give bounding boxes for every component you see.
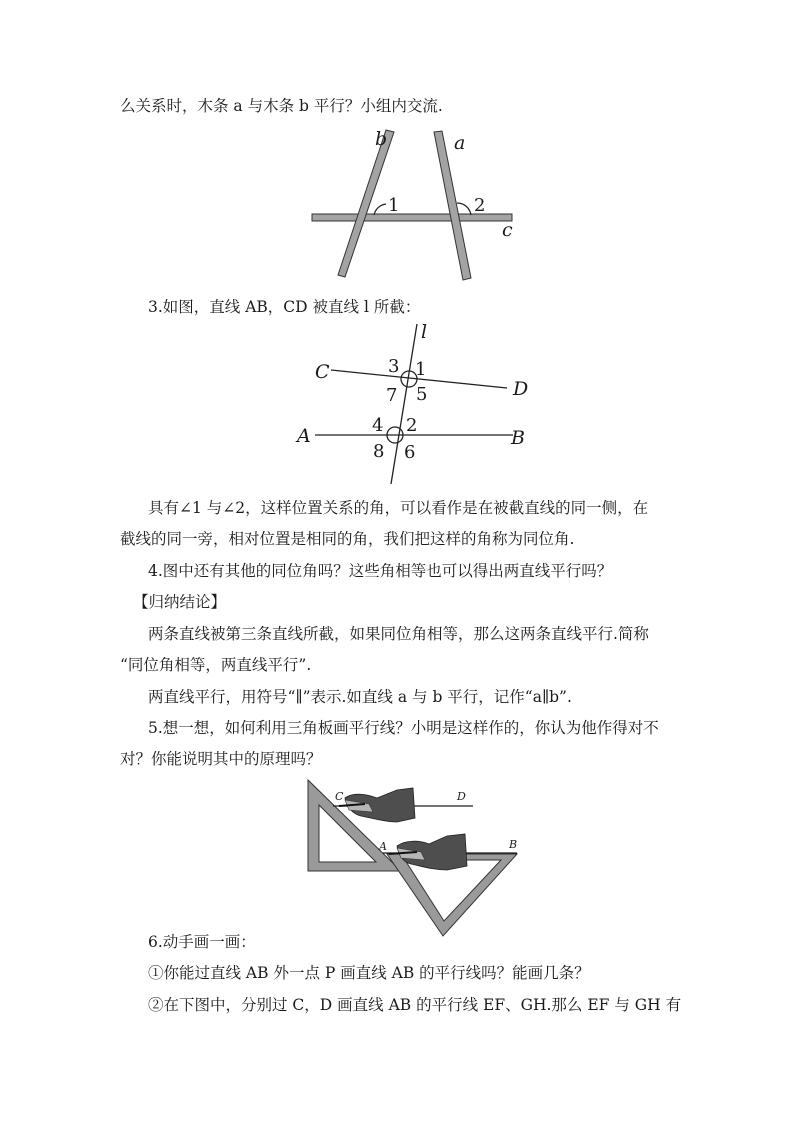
question-6: 6.动手画一画： [148,933,256,951]
summary-line-3: 两直线平行，用符号“∥”表示.如直线 a 与 b 平行，记作“a∥b”. [148,688,572,706]
angle-label-6: 6 [404,442,416,463]
transversal-figure [295,318,545,488]
angle-label-5: 5 [416,384,428,405]
question-3: 3.如图，直线 AB，CD 被直线 l 所截： [148,298,421,316]
label-D: D [513,378,529,400]
definition-line-2: 截线的同一旁，相对位置是相同的角，我们把这样的角称为同位角. [120,530,575,548]
label-l: l [421,321,428,343]
angle-2-arc [457,203,471,215]
label-angle-2: 2 [474,195,486,216]
angle-label-3: 3 [388,356,400,377]
label-A: A [297,425,311,447]
angle-label-2: 2 [406,415,418,436]
angle-label-4: 4 [372,415,384,436]
angle-label-1: 1 [415,359,427,380]
label-B: B [509,838,518,851]
summary-line-1: 两条直线被第三条直线所截，如果同位角相等，那么这两条直线平行.简称 [148,625,649,643]
question-5-line-1: 5.想一想，如何利用三角板画平行线？小明是这样作的，你认为他作得对不 [148,719,659,737]
label-c: c [502,219,513,241]
label-C: C [315,361,330,383]
summary-heading: 【归纳结论】 [133,593,227,611]
angle-label-8: 8 [373,441,385,462]
definition-line-1: 具有∠1 与∠2，这样位置关系的角，可以看作是在被截直线的同一侧，在 [148,499,649,517]
label-A: A [379,840,387,853]
label-B: B [511,427,525,449]
question-4: 4.图中还有其他的同位角吗？这些角相等也可以得出两直线平行吗？ [148,562,613,580]
question-6-part-1: ①你能过直线 AB 外一点 P 画直线 AB 的平行线吗？能画几条？ [148,964,590,982]
text-line-1: 么关系时，木条 a 与木条 b 平行？小组内交流. [120,97,443,115]
summary-line-2: “同位角相等，两直线平行”. [120,656,312,674]
question-5-line-2: 对？你能说明其中的原理吗？ [120,750,322,768]
label-b: b [375,128,388,150]
label-a: a [454,132,466,154]
angle-1-arc [374,204,386,215]
label-C: C [335,790,344,803]
sticks-figure [300,125,540,285]
question-6-part-2: ②在下图中，分别过 C，D 画直线 AB 的平行线 EF、GH.那么 EF 与 GH 有 [148,996,682,1014]
label-angle-1: 1 [388,195,400,216]
angle-label-7: 7 [386,385,398,406]
set-square-figure [305,778,545,938]
label-D: D [457,790,466,803]
